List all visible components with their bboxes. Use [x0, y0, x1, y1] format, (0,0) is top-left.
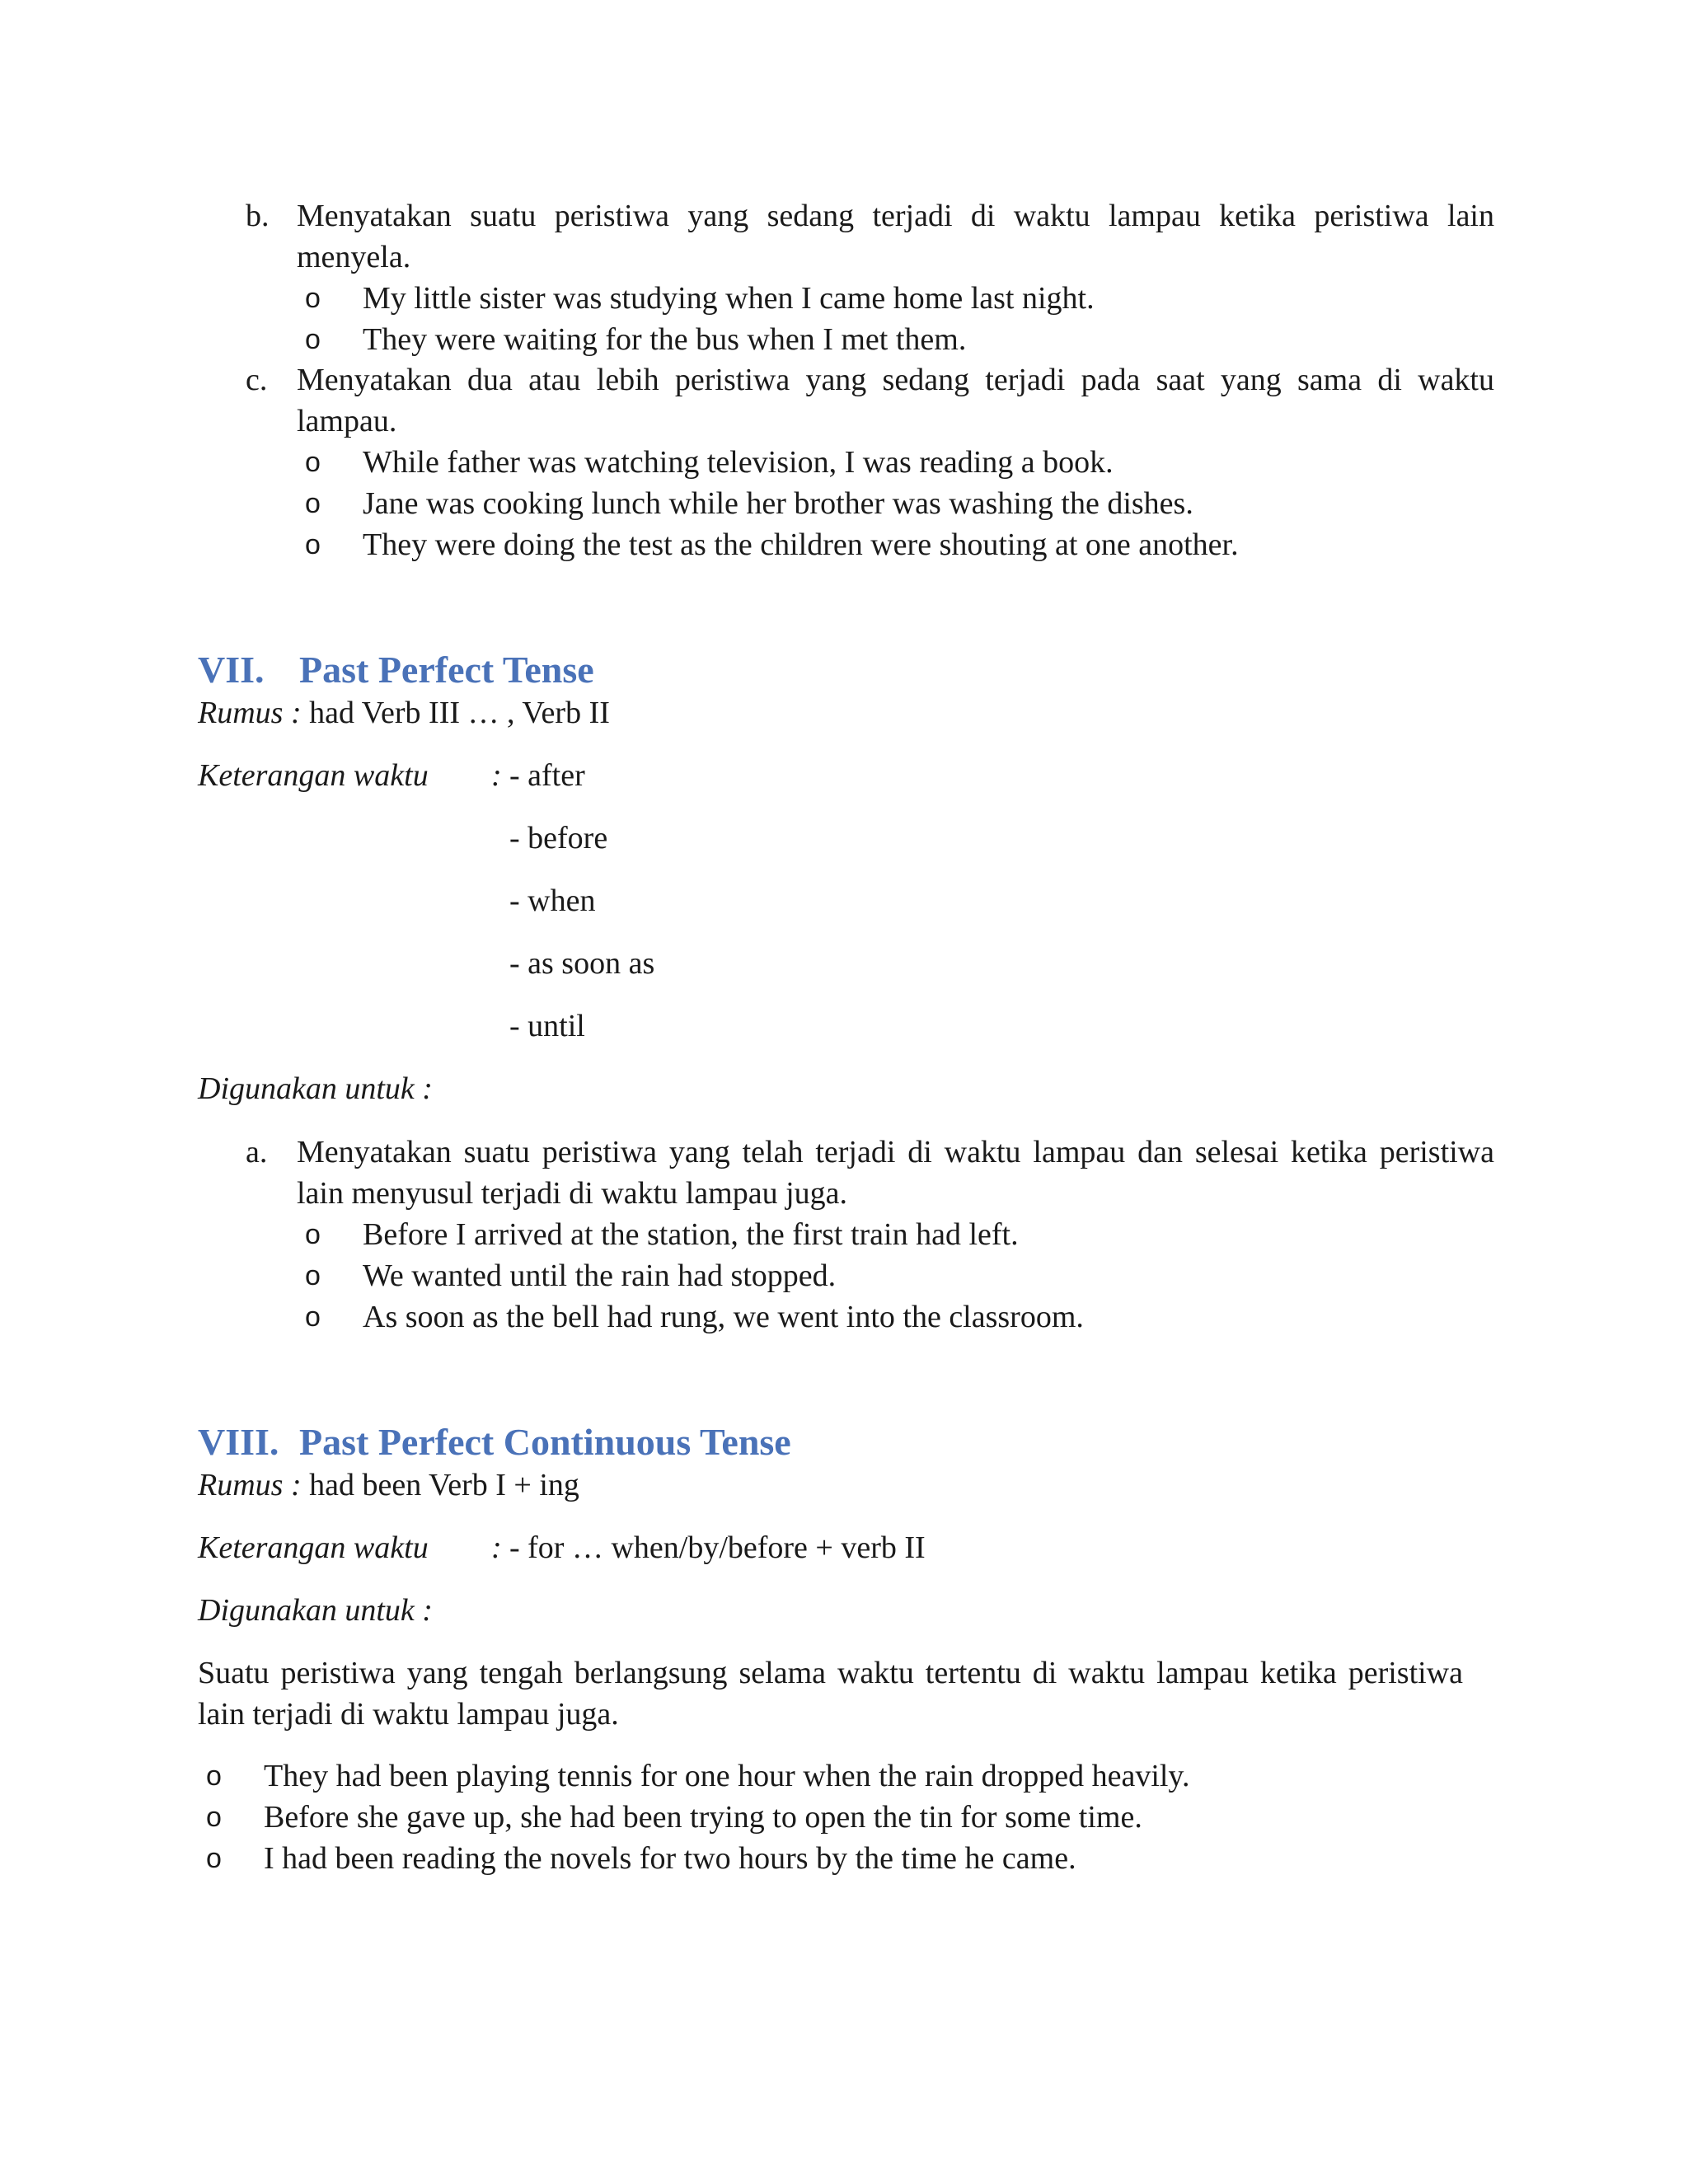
- item-label: c.: [246, 363, 268, 397]
- usage-item-c: [246, 359, 1494, 442]
- bullet-icon: o: [305, 488, 321, 519]
- list-item: o My little sister was studying when I came home last night.: [305, 278, 1095, 319]
- usage-label: Digunakan untuk :: [198, 1071, 433, 1106]
- example-list-a: [305, 1214, 1084, 1338]
- list-item: o Before I arrived at the station, the first train had left.: [305, 1214, 1084, 1255]
- section-heading-past-perfect-continuous: [198, 1419, 791, 1465]
- usage-description: Suatu peristiwa yang tengah berlangsung selama waktu tertentu di waktu lampau ketika peristiwa lain terjadi di waktu lampau juga.: [198, 1656, 1463, 1732]
- bullet-icon: o: [305, 447, 321, 478]
- list-item: o We wanted until the rain had stopped.: [305, 1255, 1084, 1296]
- item-label: a.: [246, 1135, 268, 1169]
- time-adverb-colon: :: [491, 758, 502, 793]
- list-item: o They were waiting for the bus when I met them.: [305, 319, 1095, 360]
- section-heading-past-perfect: [198, 647, 594, 693]
- list-item: o As soon as the bell had rung, we went into the classroom.: [305, 1296, 1084, 1338]
- time-adverb-item: - until: [509, 1009, 585, 1043]
- bullet-icon: o: [206, 1843, 222, 1874]
- time-adverb-label: Keterangan waktu: [198, 758, 429, 793]
- time-adverb-item: - before: [509, 821, 608, 855]
- bullet-icon: o: [206, 1802, 222, 1833]
- time-adverb-label: Keterangan waktu: [198, 1530, 429, 1565]
- section-number: VIII.: [198, 1421, 279, 1463]
- section-title: Past Perfect Tense: [299, 649, 594, 691]
- bullet-icon: o: [305, 1219, 321, 1250]
- bullet-icon: o: [305, 324, 321, 355]
- bullet-icon: o: [305, 283, 321, 314]
- formula-line: [198, 1465, 579, 1506]
- formula-line: [198, 692, 610, 733]
- time-adverb-item: - after: [509, 758, 585, 793]
- example-list-b: [305, 278, 1095, 360]
- formula-label: Rumus :: [198, 696, 302, 730]
- list-item: o They were doing the test as the children were shouting at one another.: [305, 524, 1239, 565]
- list-item: o Jane was cooking lunch while her brother was washing the dishes.: [305, 483, 1239, 524]
- formula-value: had been Verb I + ing: [301, 1468, 579, 1502]
- item-text: Menyatakan suatu peristiwa yang telah terjadi di waktu lampau dan selesai ketika peristiwa lain menyusul terjadi di waktu lampau juga.: [297, 1135, 1494, 1211]
- list-item: o Before she gave up, she had been trying to open the tin for some time.: [206, 1797, 1189, 1838]
- usage-item-b: [246, 195, 1494, 278]
- item-text: Menyatakan dua atau lebih peristiwa yang sedang terjadi pada saat yang sama di waktu lampau.: [297, 363, 1494, 438]
- bullet-icon: o: [305, 1260, 321, 1291]
- list-item: o They had been playing tennis for one hour when the rain dropped heavily.: [206, 1755, 1189, 1797]
- time-adverb-item: - for … when/by/before + verb II: [509, 1530, 926, 1565]
- example-list-c: [305, 442, 1239, 565]
- item-label: b.: [246, 199, 270, 233]
- bullet-icon: o: [305, 529, 321, 560]
- list-item: o I had been reading the novels for two hours by the time he came.: [206, 1838, 1189, 1879]
- formula-label: Rumus :: [198, 1468, 302, 1502]
- bullet-icon: o: [206, 1760, 222, 1792]
- time-adverb-item: - when: [509, 883, 596, 918]
- usage-item-a: [246, 1132, 1494, 1214]
- usage-label: Digunakan untuk :: [198, 1593, 433, 1628]
- formula-value: had Verb III … , Verb II: [301, 696, 610, 730]
- list-item: o While father was watching television, I was reading a book.: [305, 442, 1239, 483]
- bullet-icon: o: [305, 1301, 321, 1333]
- time-adverb-item: - as soon as: [509, 946, 655, 981]
- item-text: Menyatakan suatu peristiwa yang sedang terjadi di waktu lampau ketika peristiwa lain menyela.: [297, 199, 1494, 274]
- time-adverb-colon: :: [491, 1530, 502, 1565]
- example-list-continuous: [206, 1755, 1189, 1879]
- section-number: VII.: [198, 649, 265, 691]
- section-title: Past Perfect Continuous Tense: [299, 1421, 791, 1463]
